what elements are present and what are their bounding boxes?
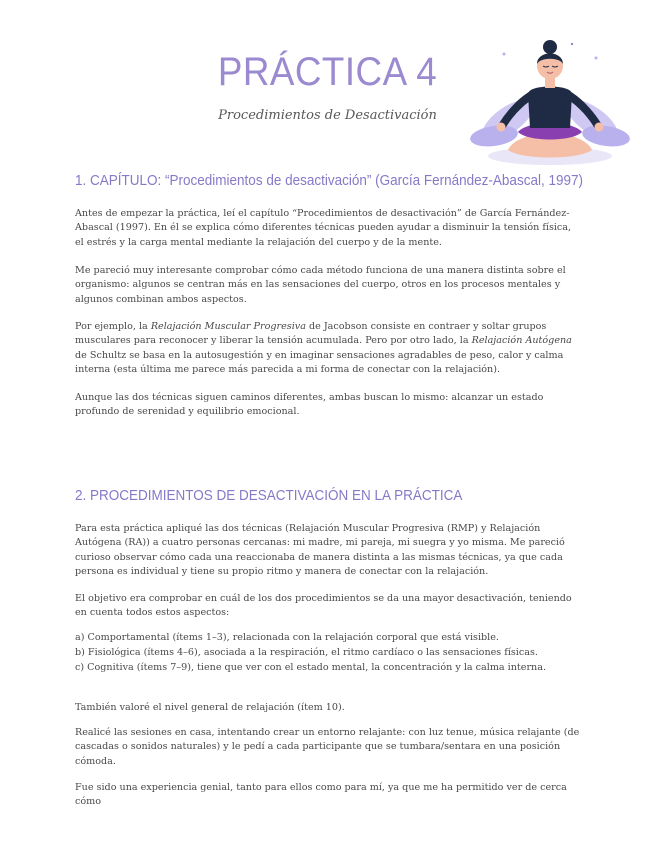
section-2-heading: 2. PROCEDIMIENTOS DE DESACTIVACIÓN EN LA PRÁCTICA (75, 487, 463, 504)
section-2-paragraph-5: Fue sido una experiencia genial, tanto para ellos como para mí, ya que me ha permitido ver de cerca cómo (75, 782, 567, 808)
section-1-heading: 1. CAPÍTULO: “Procedimientos de desactivación” (García Fernández-Abascal, 1997) (75, 172, 583, 189)
paragraph-text: de Schultz se basa en la autosugestión y en imaginar sensaciones agradables de peso, calor y calma interna (esta última me parece más parecida a mi forma de conectar con la relajación). (75, 349, 564, 376)
paragraph-text: de Jacobson consiste en contraer y soltar grupos musculares para reconocer y liberar la tensión acumulada. Pero por otro lado, la (75, 321, 547, 347)
technique-name-rmp: Relajación Muscular Progresiva (150, 321, 306, 332)
paragraph-text: Por ejemplo, la (75, 321, 151, 332)
page-title: PRÁCTICA 4 (217, 50, 438, 94)
section-1-paragraph-4: Aunque las dos técnicas siguen caminos diferentes, ambas buscan lo mismo: alcanzar un estado profundo de serenidad y equilibrio emocional. (75, 392, 544, 418)
list-item: b) Fisiológica (ítems 4–6), asociada a la respiración, el ritmo cardíaco o las sensaciones físicas. (75, 647, 538, 658)
section-1-paragraph-1: Antes de empezar la práctica, leí el capítulo “Procedimientos de desactivación” de García Fernández-Abascal (1997). En él se explica cómo diferentes técnicas pueden ayudar a disminuir la tensión física, el estrés y la carga mental mediante la relajación del cuerpo y de la mente. (75, 208, 572, 248)
list-item: a) Comportamental (ítems 1–3), relacionada con la relajación corporal que está visible. (75, 632, 499, 643)
page-subtitle: Procedimientos de Desactivación (218, 108, 437, 123)
section-1-paragraph-3 (75, 320, 580, 378)
section-2-paragraph-3: También valoré el nivel general de relajación (ítem 10). (75, 702, 345, 713)
section-2-paragraph-1: Para esta práctica apliqué las dos técnicas (Relajación Muscular Progresiva (RMP) y Relajación Autógena (RA)) a cuatro personas cercanas: mi madre, mi pareja, mi suegra y yo misma. Me pareció curioso observar cómo cada una reaccionaba de manera distinta a las mismas técnicas, ya que cada persona es individual y tiene su propio ritmo y manera de conectar con la relajación. (75, 523, 565, 578)
section-2-paragraph-4: Realicé las sesiones en casa, intentando crear un entorno relajante: con luz tenue, música relajante (de cascadas o sonidos naturales) y le pedí a cada participante que se tumbara/sentara en una posición cómoda. (75, 727, 580, 767)
list-item: c) Cognitiva (ítems 7–9), tiene que ver con el estado mental, la concentración y la calma interna. (75, 662, 546, 673)
section-1-paragraph-2: Me pareció muy interesante comprobar cómo cada método funciona de una manera distinta sobre el organismo: algunos se centran más en las sensaciones del cuerpo, otros en los procesos mentales y algunos combinan ambos aspectos. (75, 265, 566, 305)
technique-name-ra: Relajación Autógena (471, 335, 572, 347)
section-2-paragraph-2: El objetivo era comprobar en cuál de los dos procedimientos se da una mayor desactivación, teniendo en cuenta todos estos aspectos: (75, 593, 572, 619)
meditating-woman-icon (468, 32, 633, 170)
